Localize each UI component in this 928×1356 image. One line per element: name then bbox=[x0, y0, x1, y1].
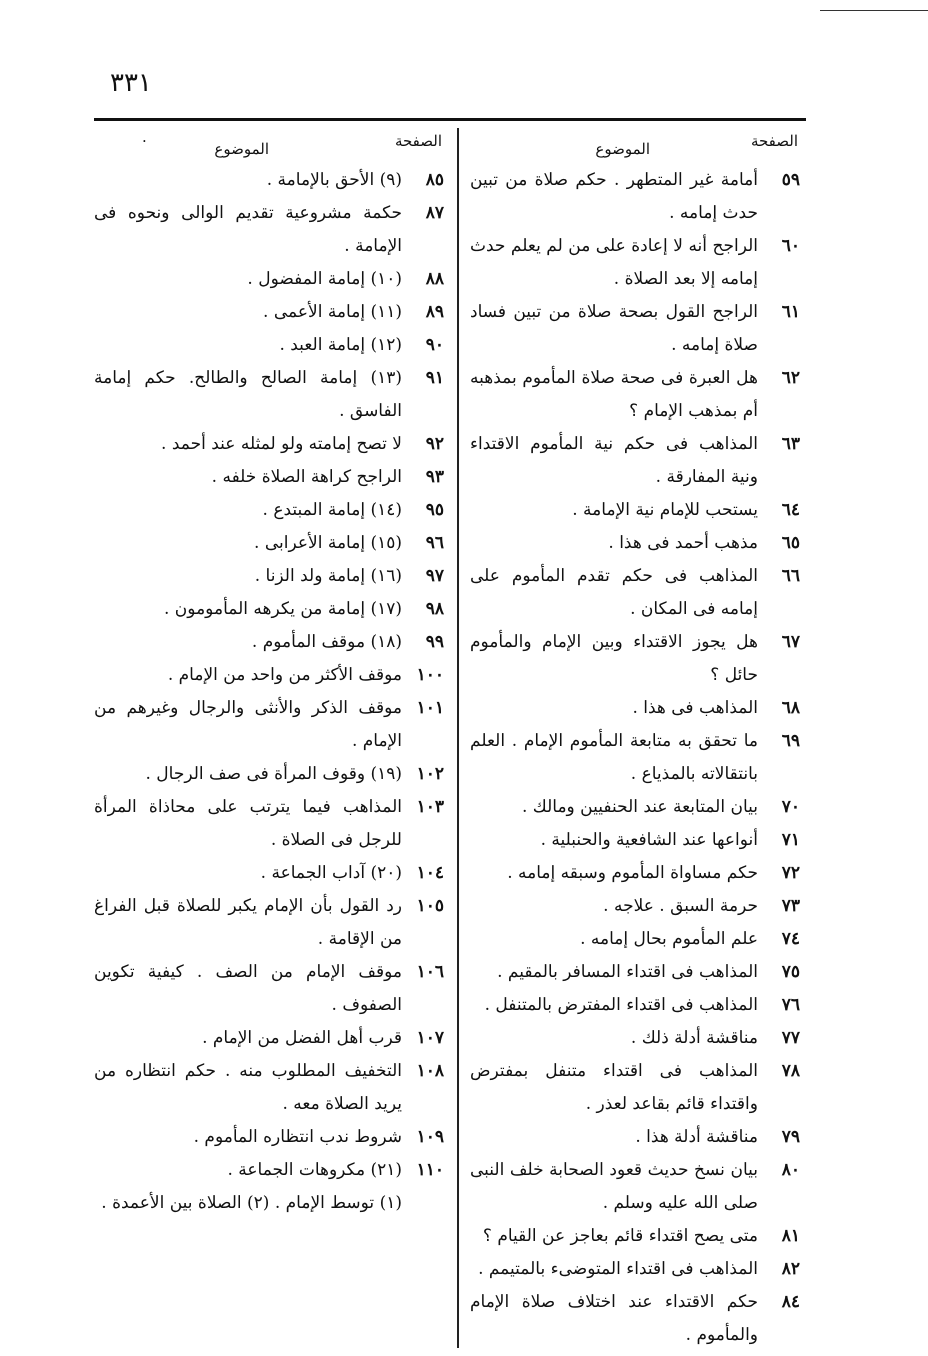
entry-title: موقف الذكر والأنثى والرجال وغيرهم من الإمام . bbox=[94, 698, 402, 751]
toc-entry bbox=[470, 1022, 800, 1055]
toc-entry bbox=[94, 1022, 444, 1055]
entry-title: مناقشة أدلة هذا . bbox=[635, 1127, 758, 1147]
entry-title: (١٦) إمامة ولد الزنا . bbox=[254, 566, 402, 586]
entry-page: ٦٥ bbox=[781, 533, 800, 553]
entry-title: (٩) الأحق بالإمامة . bbox=[266, 170, 402, 190]
toc-entry bbox=[94, 593, 444, 626]
page-number: ٣٣١ bbox=[110, 68, 152, 98]
toc-entry bbox=[470, 626, 800, 692]
entry-title: هل العبرة فى صحة صلاة المأموم بمذهبه أم بمذهب الإمام ؟ bbox=[470, 368, 758, 421]
toc-entry bbox=[470, 362, 800, 428]
entry-title: حكمة مشروعية تقديم الوالى ونحوه فى الإمامة . bbox=[94, 203, 402, 256]
top-edge-rule bbox=[820, 10, 928, 11]
topic-label: الموضوع bbox=[214, 140, 269, 158]
toc-entry bbox=[94, 428, 444, 461]
entry-title: مناقشة أدلة ذلك . bbox=[630, 1028, 758, 1048]
entry-page: ٩٧ bbox=[425, 566, 444, 586]
left-entries bbox=[94, 164, 444, 1187]
entry-page: ٦٩ bbox=[781, 731, 800, 751]
entry-page: ٧٨ bbox=[781, 1061, 800, 1081]
entry-title: (٢٠) آداب الجماعة . bbox=[260, 863, 402, 883]
toc-entry bbox=[470, 890, 800, 923]
sub-entry: (١) توسط الإمام . (٢) الصلاة بين الأعمدة . bbox=[101, 1193, 402, 1213]
entry-title: قرب أهل الفضل من الإمام . bbox=[202, 1028, 402, 1048]
toc-entry bbox=[470, 824, 800, 857]
entry-page: ٨٤ bbox=[781, 1292, 800, 1312]
entry-page: ٨٩ bbox=[425, 302, 444, 322]
toc-entry bbox=[94, 758, 444, 791]
entry-title: (١١) إمامة الأعمى . bbox=[263, 302, 402, 322]
entry-title: المذاهب فى اقتداء المسافر بالمقيم . bbox=[497, 962, 758, 982]
entry-title: المذاهب فيما يترتب على محاذاة المرأة للرجل فى الصلاة . bbox=[94, 797, 402, 850]
entry-title: (١٥) إمامة الأعرابى . bbox=[254, 533, 402, 553]
entry-page: ٩٩ bbox=[425, 632, 444, 652]
header-rule bbox=[94, 118, 806, 121]
entry-title: بيان المتابعة عند الحنفيين ومالك . bbox=[521, 797, 758, 817]
entry-title: الراجح كراهة الصلاة خلفه . bbox=[211, 467, 402, 487]
entry-page: ٦١ bbox=[781, 302, 800, 322]
toc-entry bbox=[470, 1154, 800, 1220]
toc-entry bbox=[470, 527, 800, 560]
entry-page: ٦٦ bbox=[781, 566, 800, 586]
entry-page: ١٠٥ bbox=[416, 896, 444, 916]
entry-title: الراجح القول بصحة صلاة من تبين فساد صلاة إمامه . bbox=[470, 302, 758, 355]
toc-entry bbox=[470, 296, 800, 362]
entry-title: لا تصح إمامته ولو لمثله عند أحمد . bbox=[161, 434, 402, 454]
entry-title: (١٨) موقف المأموم . bbox=[251, 632, 402, 652]
entry-title: (٢١) مكروهات الجماعة . bbox=[227, 1160, 402, 1180]
entry-page: ٧٠ bbox=[781, 797, 800, 817]
entry-title: المذاهب فى حكم نية المأموم الاقتداء ونية المفارقة . bbox=[470, 434, 758, 487]
toc-entry bbox=[94, 296, 444, 329]
entry-page: ٦٤ bbox=[781, 500, 800, 520]
column-divider bbox=[457, 128, 459, 1348]
toc-entry bbox=[470, 989, 800, 1022]
entry-title: ما تحقق به متابعة المأموم الإمام . العلم بانتقالاته بالمذياع . bbox=[470, 731, 758, 784]
entry-page: ١٠٧ bbox=[416, 1028, 444, 1048]
entry-title: (١٣) إمامة الصالح والطالح. حكم إمامة الفاسق . bbox=[94, 368, 402, 421]
toc-entry bbox=[470, 1055, 800, 1121]
toc-entry bbox=[94, 197, 444, 263]
entry-title: مذهب أحمد فى هذا . bbox=[608, 533, 758, 553]
toc-entry bbox=[94, 263, 444, 296]
toc-entry bbox=[94, 659, 444, 692]
entry-title: (١٤) إمامة المبتدع . bbox=[262, 500, 402, 520]
entry-page: ٦٣ bbox=[781, 434, 800, 454]
left-column-header bbox=[94, 126, 444, 164]
page-label: الصفحة bbox=[394, 132, 442, 150]
entry-page: ١٠٨ bbox=[416, 1061, 444, 1081]
entry-title: الراجح أنه لا إعادة على من لم يعلم حدث إمامه إلا بعد الصلاة . bbox=[470, 236, 758, 289]
entry-page: ٧١ bbox=[781, 830, 800, 850]
toc-entry bbox=[470, 164, 800, 230]
entry-page: ٩٨ bbox=[425, 599, 444, 619]
entry-page: ٧٤ bbox=[781, 929, 800, 949]
entry-page: ٧٣ bbox=[781, 896, 800, 916]
entry-page: ٩٢ bbox=[425, 434, 444, 454]
entry-page: ٨٠ bbox=[781, 1160, 800, 1180]
toc-entry bbox=[470, 230, 800, 296]
entry-title: موقف الإمام من الصف . كيفية تكوين الصفوف . bbox=[94, 962, 402, 1015]
entry-title: رد القول بأن الإمام يكبر للصلاة قبل الفراغ من الإقامة . bbox=[94, 896, 402, 949]
toc-entry bbox=[94, 1121, 444, 1154]
entry-page: ٦٧ bbox=[781, 632, 800, 652]
entry-title: المذاهب فى اقتداء المتوضىء بالمتيمم . bbox=[478, 1259, 758, 1279]
toc-entry bbox=[94, 164, 444, 197]
toc-entry bbox=[470, 857, 800, 890]
entry-title: موقف الأكثر من واحد من الإمام . bbox=[167, 665, 402, 685]
toc-entry bbox=[94, 1154, 444, 1187]
entry-title: حكم الاقتداء عند اختلاف صلاة الإمام والمأموم . bbox=[470, 1292, 758, 1345]
right-entries bbox=[470, 164, 800, 1352]
toc-entry bbox=[94, 692, 444, 758]
toc-entry bbox=[94, 329, 444, 362]
entry-title: يستحب للإمام نية الإمامة . bbox=[572, 500, 758, 520]
toc-entry bbox=[470, 1286, 800, 1352]
toc-entry bbox=[470, 692, 800, 725]
entry-page: ١٠٣ bbox=[416, 797, 444, 817]
toc-entry bbox=[94, 626, 444, 659]
entry-page: ٨١ bbox=[781, 1226, 800, 1246]
entry-page: ٦٠ bbox=[781, 236, 800, 256]
entry-title: حرمة السبق . علاجه . bbox=[603, 896, 758, 916]
entry-page: ٧٩ bbox=[781, 1127, 800, 1147]
entry-page: ٧٢ bbox=[781, 863, 800, 883]
header-dot: · bbox=[142, 132, 147, 150]
entry-title: شروط ندب انتظاره المأموم . bbox=[193, 1127, 402, 1147]
toc-entry bbox=[470, 725, 800, 791]
toc-entry bbox=[94, 956, 444, 1022]
entry-page: ٩٦ bbox=[425, 533, 444, 553]
toc-entry bbox=[470, 1220, 800, 1253]
toc-entry bbox=[470, 923, 800, 956]
page-label: الصفحة bbox=[750, 132, 798, 150]
entry-page: ٨٥ bbox=[425, 170, 444, 190]
entry-page: ٥٩ bbox=[781, 170, 800, 190]
entry-title: بيان نسخ حديث قعود الصحابة خلف النبى صلى الله عليه وسلم . bbox=[470, 1160, 758, 1213]
entry-title: هل يجوز الاقتداء وبين الإمام والمأموم حائل ؟ bbox=[470, 632, 758, 685]
entry-title: (١٧) إمامة من يكرهه المأمومون . bbox=[164, 599, 402, 619]
entry-title: (١٢) إمامة العبد . bbox=[279, 335, 402, 355]
entry-title: التخفيف المطلوب منه . حكم انتظاره من يريد الصلاة معه . bbox=[94, 1061, 402, 1114]
entry-page: ١٠٢ bbox=[416, 764, 444, 784]
toc-entry bbox=[94, 1055, 444, 1121]
entry-page: ٩٥ bbox=[425, 500, 444, 520]
entry-title: أمامة غير المتطهر . حكم صلاة من تبين حدث إمامه . bbox=[470, 170, 758, 223]
entry-page: ١٠٦ bbox=[416, 962, 444, 982]
entry-page: ٨٢ bbox=[781, 1259, 800, 1279]
entry-title: المذاهب فى هذا . bbox=[632, 698, 758, 718]
entry-title: متى يصح اقتداء قائم بعاجز عن القيام ؟ bbox=[482, 1226, 758, 1246]
entry-page: ٨٧ bbox=[425, 203, 444, 223]
toc-entry bbox=[470, 1121, 800, 1154]
entry-title: المذاهب فى حكم تقدم المأموم على إمامه فى المكان . bbox=[470, 566, 758, 619]
toc-entry bbox=[470, 791, 800, 824]
entry-page: ٩١ bbox=[425, 368, 444, 388]
toc-entry bbox=[94, 890, 444, 956]
entry-title: المذاهب فى اقتداء متنفل بمفترض واقتداء قائم بقاعد لعذر . bbox=[470, 1061, 758, 1114]
toc-entry bbox=[94, 362, 444, 428]
entry-page: ١٠٩ bbox=[416, 1127, 444, 1147]
entry-page: ٦٢ bbox=[781, 368, 800, 388]
entry-title: المذاهب فى اقتداء المفترض بالمتنفل . bbox=[484, 995, 758, 1015]
entry-page: ١٠١ bbox=[416, 698, 444, 718]
toc-entry bbox=[94, 527, 444, 560]
right-column bbox=[470, 126, 800, 1352]
toc-entry bbox=[470, 560, 800, 626]
toc-entry bbox=[94, 791, 444, 857]
entry-page: ٧٥ bbox=[781, 962, 800, 982]
entry-title: حكم مساواة المأموم وسبقه إمامه . bbox=[507, 863, 758, 883]
right-column-header bbox=[470, 126, 800, 164]
entry-page: ٦٨ bbox=[781, 698, 800, 718]
toc-entry bbox=[470, 956, 800, 989]
toc-entry bbox=[94, 461, 444, 494]
toc-entry bbox=[470, 428, 800, 494]
entry-page: ١٠٠ bbox=[416, 665, 444, 685]
toc-entry bbox=[470, 1253, 800, 1286]
topic-label: الموضوع bbox=[595, 140, 650, 158]
toc-entry bbox=[94, 494, 444, 527]
entry-page: ٩٣ bbox=[425, 467, 444, 487]
entry-title: (١٠) إمامة المفضول . bbox=[247, 269, 402, 289]
entry-title: أنواعها عند الشافعية والحنبلية . bbox=[540, 830, 758, 850]
entry-page: ١١٠ bbox=[416, 1160, 444, 1180]
toc-entry bbox=[470, 494, 800, 527]
toc-entry bbox=[94, 857, 444, 890]
entry-page: ٨٨ bbox=[425, 269, 444, 289]
entry-title: (١٩) وقوف المرأة فى صف الرجال . bbox=[145, 764, 402, 784]
entry-page: ٧٧ bbox=[781, 1028, 800, 1048]
entry-page: ١٠٤ bbox=[416, 863, 444, 883]
entry-title: علم المأموم بحال إمامه . bbox=[580, 929, 758, 949]
toc-entry bbox=[94, 560, 444, 593]
entry-page: ٩٠ bbox=[425, 335, 444, 355]
left-column bbox=[94, 126, 444, 1220]
entry-page: ٧٦ bbox=[781, 995, 800, 1015]
